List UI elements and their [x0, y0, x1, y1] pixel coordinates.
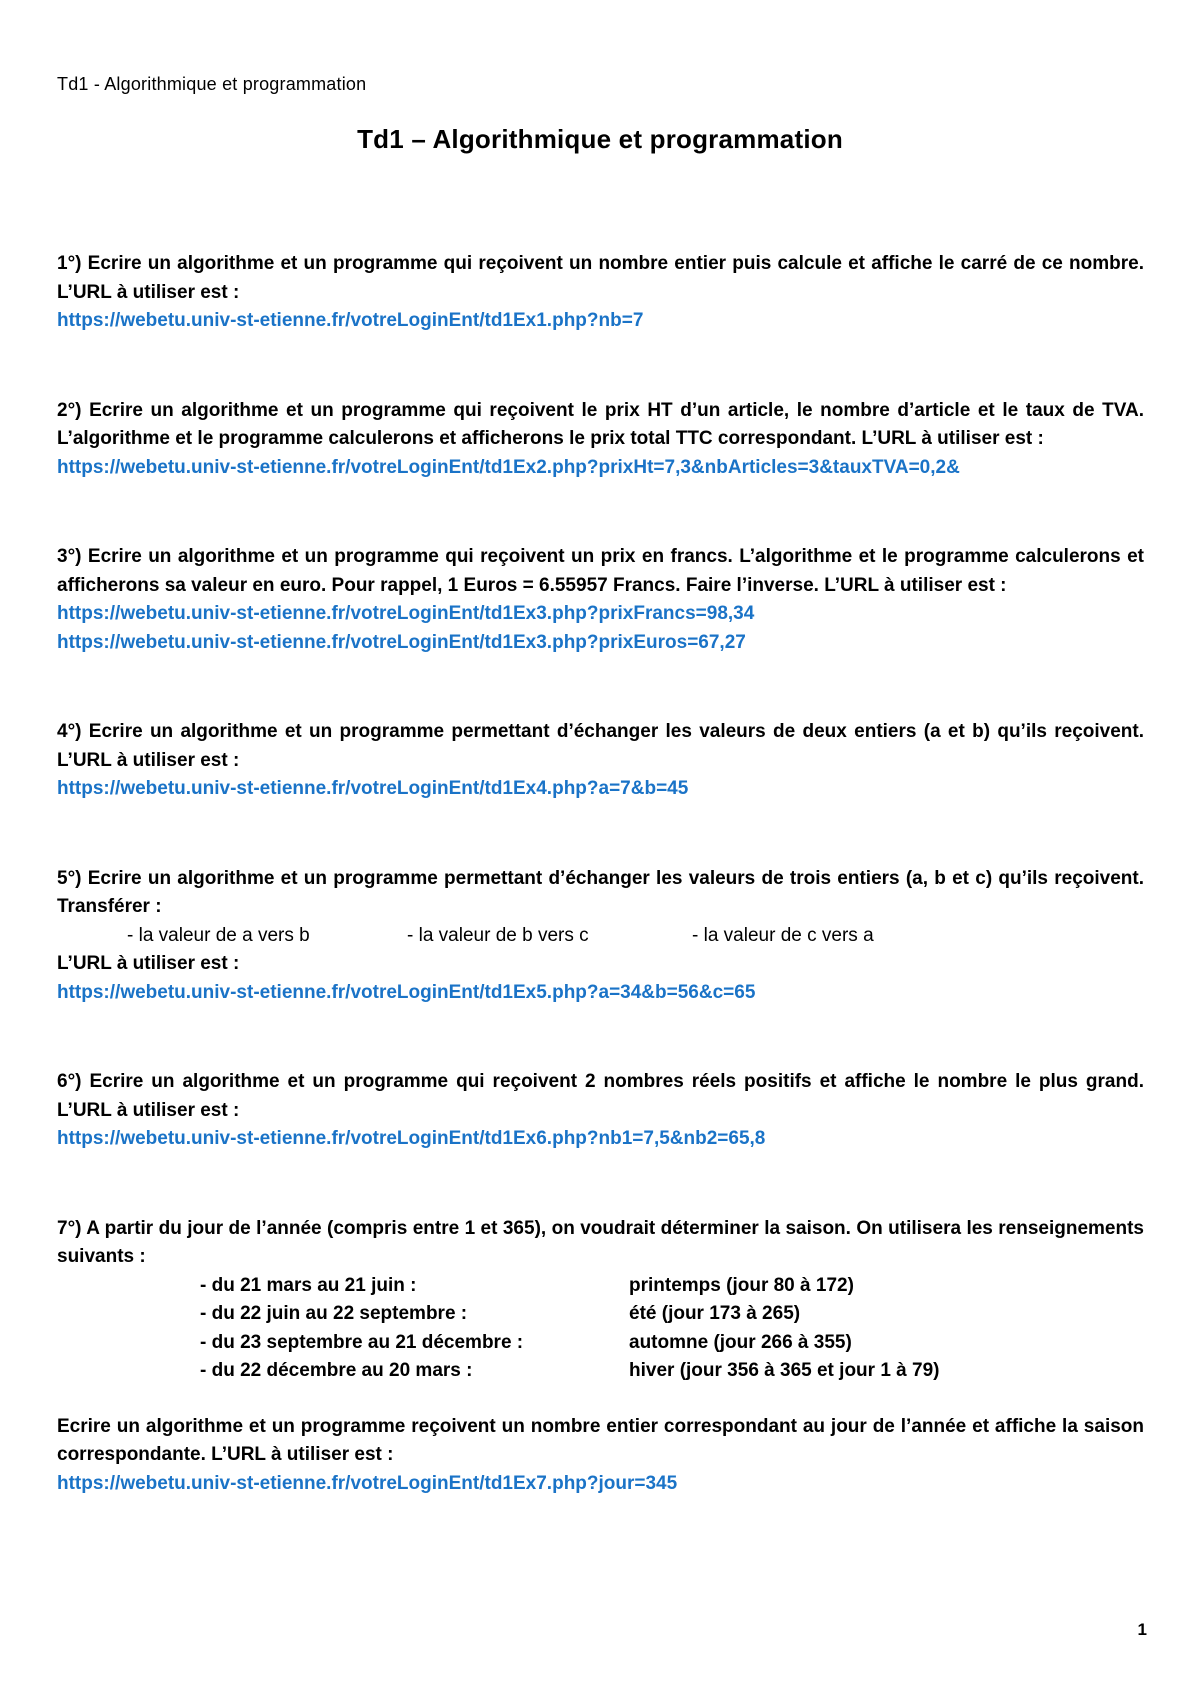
transfer-item: - la valeur de c vers a	[692, 924, 874, 946]
exercise-5-url-intro: L’URL à utiliser est :	[57, 953, 240, 974]
season-table	[57, 1272, 1144, 1386]
exercise-2	[57, 397, 1144, 483]
exercise-3-url-euros[interactable]: https://webetu.univ-st-etienne.fr/votreLoginEnt/td1Ex3.php?prixEuros=67,27	[57, 631, 746, 653]
page-number: 1	[1137, 1620, 1147, 1639]
exercise-6-statement: 6°) Ecrire un algorithme et un programme qui reçoivent 2 nombres réels positifs et affiche le nombre le plus grand. L’URL à utiliser est :	[57, 1071, 1144, 1121]
exercise-5	[57, 865, 1144, 1008]
document-title: Td1 – Algorithmique et programmation	[357, 124, 843, 154]
season-name: hiver (jour 356 à 365 et jour 1 à 79)	[629, 1360, 940, 1381]
exercise-4	[57, 718, 1144, 804]
exercise-1-statement: 1°) Ecrire un algorithme et un programme qui reçoivent un nombre entier puis calcule et affiche le carré de ce nombre. L’URL à utiliser est :	[57, 253, 1144, 303]
exercise-3-statement: 3°) Ecrire un algorithme et un programme qui reçoivent un prix en francs. L’algorithme et le programme calculerons et afficherons sa valeur en euro. Pour rappel, 1 Euros = 6.55957 Francs. Faire l’inverse. L’URL à utiliser est :	[57, 546, 1144, 596]
season-name: été (jour 173 à 265)	[629, 1303, 801, 1324]
exercise-7	[57, 1215, 1144, 1499]
exercise-3	[57, 543, 1144, 657]
transfer-item: - la valeur de b vers c	[407, 924, 589, 946]
exercise-6	[57, 1068, 1144, 1154]
season-name: automne (jour 266 à 355)	[629, 1331, 852, 1353]
exercise-7-url[interactable]: https://webetu.univ-st-etienne.fr/votreLoginEnt/td1Ex7.php?jour=345	[57, 1472, 678, 1494]
transfer-item: - la valeur de a vers b	[127, 924, 310, 946]
exercise-4-statement: 4°) Ecrire un algorithme et un programme permettant d’échanger les valeurs de deux entiers (a et b) qu’ils reçoivent. L’URL à utiliser est :	[57, 721, 1144, 771]
exercise-5-url[interactable]: https://webetu.univ-st-etienne.fr/votreLoginEnt/td1Ex5.php?a=34&b=56&c=65	[57, 981, 756, 1003]
exercise-4-url[interactable]: https://webetu.univ-st-etienne.fr/votreLoginEnt/td1Ex4.php?a=7&b=45	[57, 778, 689, 799]
exercise-2-statement: 2°) Ecrire un algorithme et un programme qui reçoivent le prix HT d’un article, le nombre d’article et le taux de TVA. L’algorithme et le programme calculerons et afficherons le prix total TTC correspondant. L’URL à utiliser est :	[57, 399, 1144, 449]
season-row	[200, 1300, 1144, 1329]
season-name: printemps (jour 80 à 172)	[629, 1274, 854, 1296]
exercise-7-instruction: Ecrire un algorithme et un programme reçoivent un nombre entier correspondant au jour de l’année et affiche la saison correspondante. L’URL à utiliser est :	[57, 1415, 1144, 1465]
exercise-3-url-francs[interactable]: https://webetu.univ-st-etienne.fr/votreLoginEnt/td1Ex3.php?prixFrancs=98,34	[57, 603, 755, 624]
exercise-6-url[interactable]: https://webetu.univ-st-etienne.fr/votreLoginEnt/td1Ex6.php?nb1=7,5&nb2=65,8	[57, 1128, 766, 1149]
season-date-range: - du 22 décembre au 20 mars :	[200, 1360, 473, 1381]
season-row	[200, 1272, 1144, 1301]
exercise-2-url[interactable]: https://webetu.univ-st-etienne.fr/votreLoginEnt/td1Ex2.php?prixHt=7,3&nbArticles=3&tauxTVA=0,2&	[57, 456, 960, 478]
exercise-1	[57, 250, 1144, 336]
exercise-list	[57, 250, 1144, 1498]
exercise-5-statement: 5°) Ecrire un algorithme et un programme permettant d’échanger les valeurs de trois entiers (a, b et c) qu’ils reçoivent. Transférer :	[57, 867, 1144, 917]
season-date-range: - du 21 mars au 21 juin :	[200, 1274, 417, 1296]
season-row	[200, 1357, 1144, 1386]
transfer-list	[57, 922, 1144, 951]
exercise-7-statement: 7°) A partir du jour de l’année (compris entre 1 et 365), on voudrait déterminer la saison. On utilisera les renseignements suivants :	[57, 1217, 1144, 1267]
season-row	[200, 1329, 1144, 1358]
season-date-range: - du 23 septembre au 21 décembre :	[200, 1331, 524, 1353]
running-header: Td1 - Algorithmique et programmation	[57, 74, 367, 94]
exercise-1-url[interactable]: https://webetu.univ-st-etienne.fr/votreLoginEnt/td1Ex1.php?nb=7	[57, 310, 644, 331]
season-date-range: - du 22 juin au 22 septembre :	[200, 1303, 468, 1324]
